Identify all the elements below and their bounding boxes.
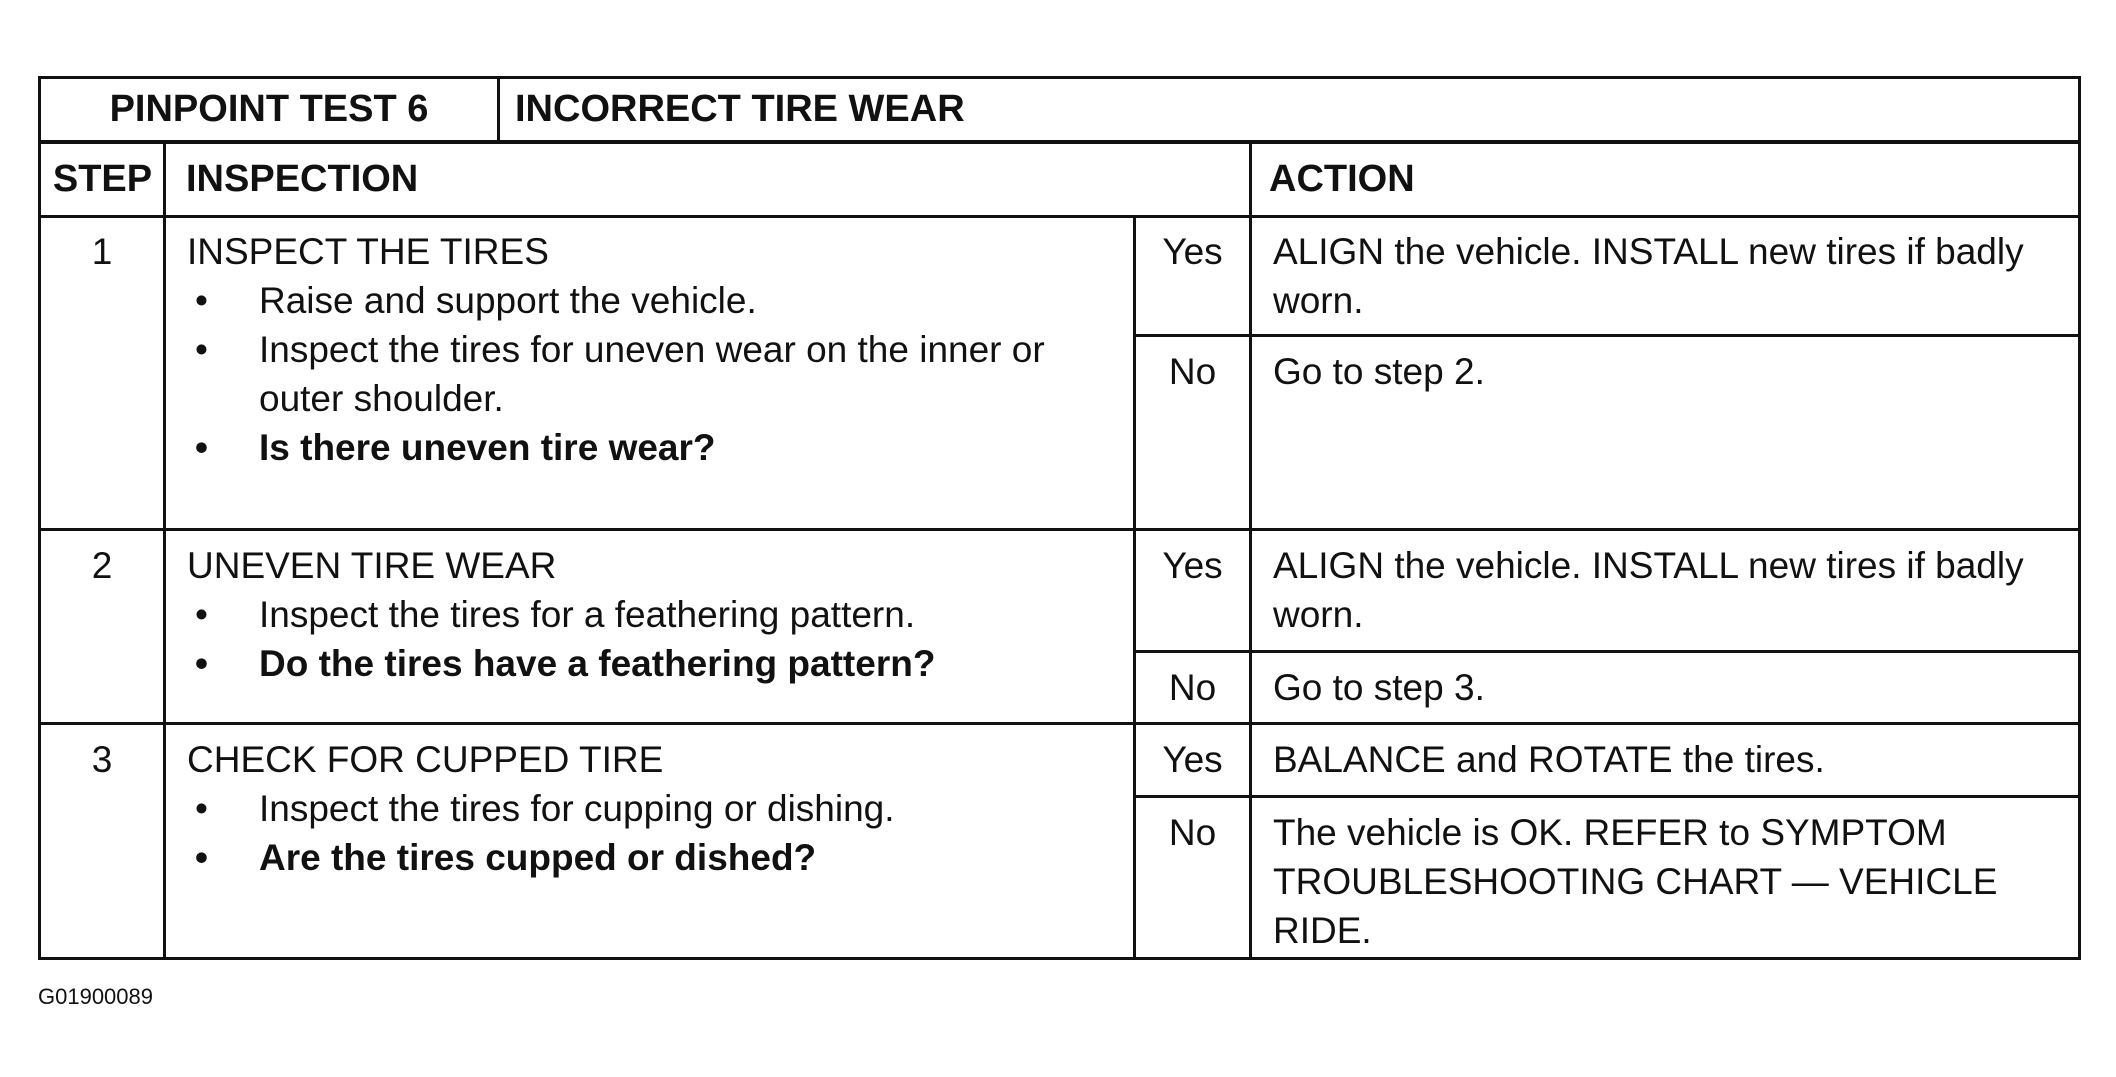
test-name: INCORRECT TIRE WEAR [515, 88, 965, 130]
step-inspection [187, 735, 1117, 882]
no-action-text: Go to step 2. [1273, 351, 1485, 392]
yes-label [1136, 735, 1249, 784]
inspection-bullets [187, 590, 1117, 688]
bullet-question: • Is there uneven tire wear? [187, 423, 1117, 472]
step-number [41, 541, 163, 590]
step-heading: INSPECT THE TIRES [187, 231, 549, 272]
bullet-item: • Inspect the tires for cupping or dishing. [187, 784, 1117, 833]
no-label [1136, 663, 1249, 712]
yes-label-text: Yes [1162, 231, 1223, 272]
inspection-bullets [187, 276, 1117, 472]
yes-action-text: ALIGN the vehicle. INSTALL new tires if badly worn. [1273, 231, 2024, 321]
test-name-cell [497, 79, 2078, 144]
inspection-header-label: INSPECTION [186, 158, 419, 200]
test-number: PINPOINT TEST 6 [109, 88, 429, 130]
step1-yes-no-rule [1133, 334, 2078, 337]
header-bottom-rule [41, 215, 2078, 218]
action-column-header [1249, 144, 2078, 215]
bullet-item: • Raise and support the vehicle. [187, 276, 1117, 325]
step-heading: UNEVEN TIRE WEAR [187, 545, 557, 586]
step2-yes-no-rule [1133, 650, 2078, 653]
pinpoint-test-table [38, 76, 2081, 960]
no-action-text: The vehicle is OK. REFER to SYMPTOM TROUBLESHOOTING CHART — VEHICLE RIDE. [1273, 812, 1998, 951]
no-action [1273, 347, 2073, 396]
step-number [41, 735, 163, 784]
bullet-item: • Inspect the tires for a feathering pattern. [187, 590, 1117, 639]
yes-action [1273, 541, 2073, 639]
no-label [1136, 347, 1249, 396]
step-col-divider [163, 144, 166, 957]
step-number-text: 3 [91, 739, 113, 780]
yes-label [1136, 541, 1249, 590]
title-divider [497, 79, 500, 144]
step-number-text: 2 [91, 545, 113, 586]
step-number-text: 1 [91, 231, 113, 272]
step-heading: CHECK FOR CUPPED TIRE [187, 739, 664, 780]
step1-bottom-rule [41, 528, 2078, 531]
step-column-header [41, 144, 164, 215]
no-label-text: No [1168, 351, 1217, 392]
bullet-question: • Are the tires cupped or dished? [187, 833, 1117, 882]
step-header-label: STEP [52, 158, 153, 200]
action-col-divider [1249, 144, 1252, 957]
step-number [41, 227, 163, 276]
yes-label-text: Yes [1162, 545, 1223, 586]
yes-action [1273, 227, 2073, 325]
yes-label-text: Yes [1162, 739, 1223, 780]
step3-yes-no-rule [1133, 795, 2078, 798]
yes-action [1273, 735, 2073, 784]
yes-action-text: ALIGN the vehicle. INSTALL new tires if badly worn. [1273, 545, 2024, 635]
figure-id: G01900089 [38, 984, 153, 1009]
step2-bottom-rule [41, 722, 2078, 725]
yes-action-text: BALANCE and ROTATE the tires. [1273, 739, 1825, 780]
no-action-text: Go to step 3. [1273, 667, 1485, 708]
no-label-text: No [1168, 667, 1217, 708]
inspection-column-header [164, 144, 1249, 215]
no-label-text: No [1168, 812, 1217, 853]
no-action [1273, 808, 2063, 955]
no-label [1136, 808, 1249, 857]
yes-label [1136, 227, 1249, 276]
inspection-bullets [187, 784, 1117, 882]
step-inspection [187, 227, 1117, 472]
no-action [1273, 663, 2073, 712]
bullet-question: • Do the tires have a feathering pattern? [187, 639, 1117, 688]
bullet-item: • Inspect the tires for uneven wear on the inner or outer shoulder. [187, 325, 1117, 423]
step-inspection [187, 541, 1117, 688]
action-header-label: ACTION [1269, 158, 1415, 200]
test-number-cell [41, 79, 497, 144]
